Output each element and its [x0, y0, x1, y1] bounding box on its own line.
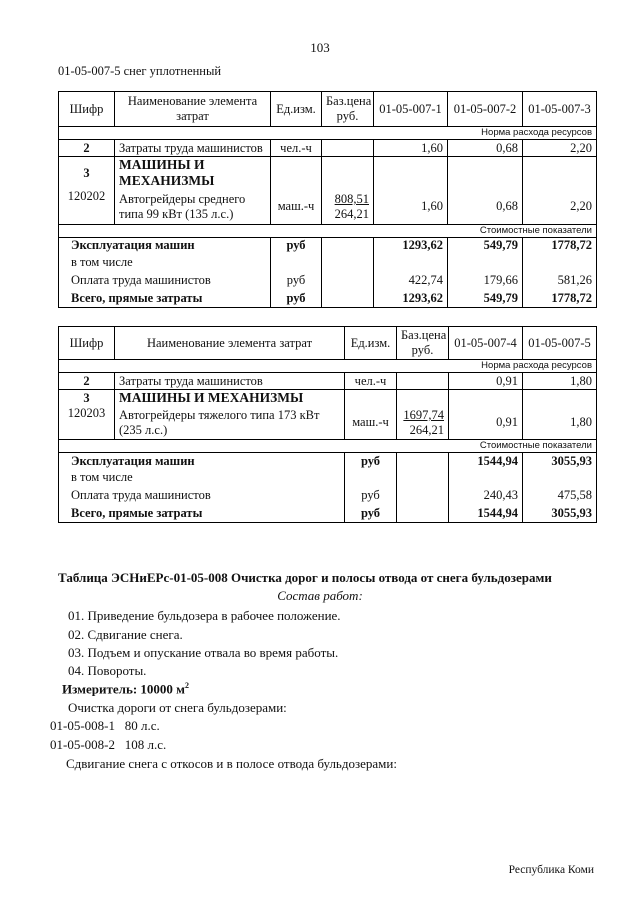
work-step: 03. Подъем и опускание отвала во время работы. [68, 645, 339, 660]
table-row: Оплата труда машинистов руб 240,43 475,58 [59, 486, 597, 505]
resource-table-1 [58, 91, 597, 308]
meter-label: Измеритель: 10000 $м^2$ [62, 681, 190, 697]
header-unit: Ед.изм. [345, 327, 397, 360]
table-row: 3 МАШИНЫ И МЕХАНИЗМЫ [59, 390, 597, 406]
header-col1: 01-05-007-1 [374, 92, 448, 127]
header-name: Наименование элемента затрат [115, 327, 345, 360]
table-row: 2 Затраты труда машинистов чел.-ч 0,91 1,80 [59, 373, 597, 390]
composition-label: Состав работ: [277, 588, 363, 603]
footer-region: Республика Коми [508, 864, 594, 876]
table-header-row [59, 92, 597, 127]
work-step: 04. Повороты. [68, 663, 147, 678]
road-cleaning-heading: Очистка дороги от снега бульдозерами: [68, 700, 287, 715]
resource-table-2 [58, 326, 597, 523]
norm-label: Норма расхода ресурсов [59, 360, 597, 373]
section-title: Таблица ЭСНиЕРс-01-05-008 Очистка дорог и полосы отвода от снега бульдозерами [58, 570, 552, 585]
table-header-row [59, 327, 597, 360]
header-col2: 01-05-007-2 [448, 92, 523, 127]
table-row: Эксплуатация машин руб 1293,62 549,79 1778,72 [59, 237, 597, 254]
subheading: 01-05-007-5 снег уплотненный [58, 64, 222, 78]
work-step: 01. Приведение бульдозера в рабочее положение. [68, 608, 341, 623]
header-col2: 01-05-007-5 [523, 327, 597, 360]
table-row: 2 Затраты труда машинистов чел.-ч 1,60 0,68 2,20 [59, 140, 597, 157]
header-code: Шифр [59, 92, 115, 127]
cost-label: Стоимостные показатели [59, 225, 597, 237]
header-unit: Ед.изм. [271, 92, 322, 127]
work-step: 02. Сдвигание снега. [68, 627, 183, 642]
page-number: 103 [310, 40, 330, 55]
header-price: Баз.цена руб. [322, 92, 374, 127]
norm-label: Норма расхода ресурсов [59, 127, 597, 140]
table-row: Всего, прямые затраты руб 1544,94 3055,93 [59, 505, 597, 522]
table-row: в том числе [59, 254, 597, 271]
table-row: Оплата труда машинистов руб 422,74 179,66 581,26 [59, 271, 597, 290]
table-row: Эксплуатация машин руб 1544,94 3055,93 [59, 452, 597, 469]
cost-label: Стоимостные показатели [59, 440, 597, 452]
header-code: Шифр [59, 327, 115, 360]
list-item: 01-05-008-1 80 л.с. [50, 718, 160, 733]
machine-price: 1697,74 264,21 [397, 406, 449, 440]
header-col3: 01-05-007-3 [523, 92, 597, 127]
table-row: 3 МАШИНЫ И МЕХАНИЗМЫ [59, 157, 597, 189]
table-row: в том числе [59, 469, 597, 486]
table-row: 120202 Автогрейдеры среднего типа 99 кВт (135 л.с.) маш.-ч 808,51 264,21 1,60 0,68 2,20 [59, 189, 597, 225]
list-item: 01-05-008-2 108 л.с. [50, 737, 167, 752]
header-col1: 01-05-007-4 [449, 327, 523, 360]
slopes-heading: Сдвигание снега с откосов и в полосе отвода бульдозерами: [66, 756, 397, 771]
header-price: Баз.цена руб. [397, 327, 449, 360]
machine-price: 808,51 264,21 [322, 189, 374, 225]
table-row: 120203 Автогрейдеры тяжелого типа 173 кВт (235 л.с.) маш.-ч 1697,74 264,21 0,91 1,80 [59, 406, 597, 440]
header-name: Наименование элемента затрат [115, 92, 271, 127]
table-row: Всего, прямые затраты руб 1293,62 549,79 1778,72 [59, 290, 597, 307]
